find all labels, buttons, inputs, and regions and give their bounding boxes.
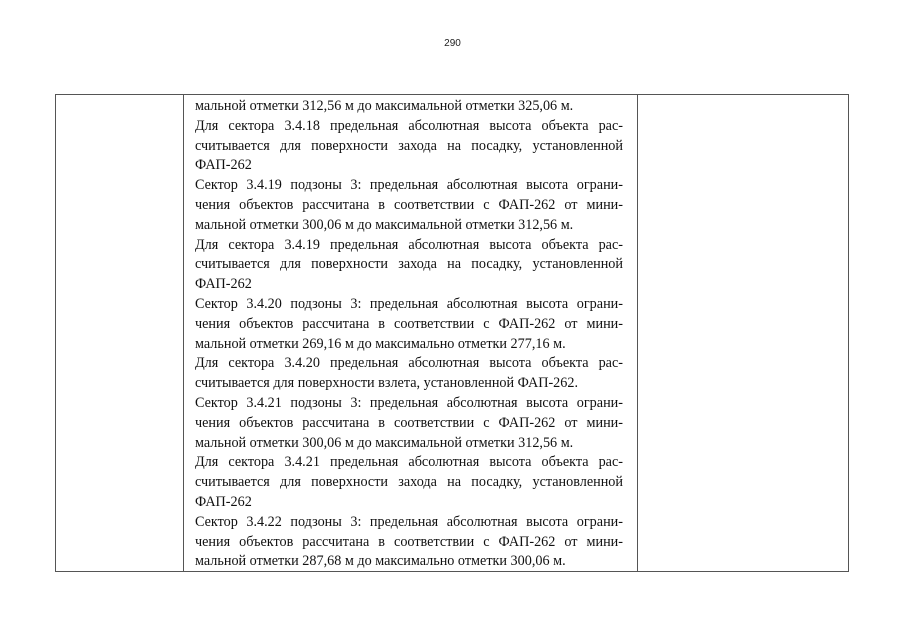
page-number: 290 xyxy=(444,38,461,49)
text-line: Для сектора 3.4.21 предельная абсолютная высота объекта рас- xyxy=(195,454,623,471)
text-line: мальной отметки 300,06 м до максимальной отметки 312,56 м. xyxy=(195,434,574,451)
text-line: Сектор 3.4.20 подзоны 3: предельная абсолютная высота ограни- xyxy=(195,295,623,312)
text-line: Для сектора 3.4.19 предельная абсолютная высота объекта рас- xyxy=(195,236,623,253)
text-line: считывается для поверхности захода на посадку, установленной xyxy=(195,137,623,154)
text-line: считывается для поверхности захода на посадку, установленной xyxy=(195,256,623,273)
text-line: мальной отметки 312,56 м до максимальной отметки 325,06 м. xyxy=(195,98,574,114)
text-line: чения объектов рассчитана в соответствии с ФАП-262 от мини- xyxy=(195,315,623,332)
text-line: ФАП-262 xyxy=(195,276,252,293)
text-line: мальной отметки 269,16 м до максимально отметки 277,16 м. xyxy=(195,335,566,352)
table-cell-middle xyxy=(184,95,638,571)
table-cell-right xyxy=(638,95,848,571)
text-line: чения объектов рассчитана в соответствии с ФАП-262 от мини- xyxy=(195,533,623,550)
text-line: ФАП-262 xyxy=(195,157,252,174)
text-line: чения объектов рассчитана в соответствии с ФАП-262 от мини- xyxy=(195,196,623,213)
text-line: Сектор 3.4.21 подзоны 3: предельная абсолютная высота ограни- xyxy=(195,394,623,411)
table-cell-left xyxy=(56,95,184,571)
text-line: Сектор 3.4.19 подзоны 3: предельная абсолютная высота ограни- xyxy=(195,177,623,194)
text-line: Для сектора 3.4.20 предельная абсолютная высота объекта рас- xyxy=(195,355,623,372)
text-line: считывается для поверхности захода на посадку, установленной xyxy=(195,474,623,491)
text-line: чения объектов рассчитана в соответствии с ФАП-262 от мини- xyxy=(195,414,623,431)
text-line: Для сектора 3.4.18 предельная абсолютная высота объекта рас- xyxy=(195,117,623,134)
text-line: ФАП-262 xyxy=(195,493,252,510)
text-line: Сектор 3.4.22 подзоны 3: предельная абсолютная высота ограни- xyxy=(195,513,623,530)
text-line: считывается для поверхности взлета, установленной ФАП-262. xyxy=(195,375,579,392)
document-table xyxy=(55,94,849,572)
text-line: мальной отметки 300,06 м до максимальной отметки 312,56 м. xyxy=(195,216,574,233)
text-line: мальной отметки 287,68 м до максимально отметки 300,06 м. xyxy=(195,553,566,570)
